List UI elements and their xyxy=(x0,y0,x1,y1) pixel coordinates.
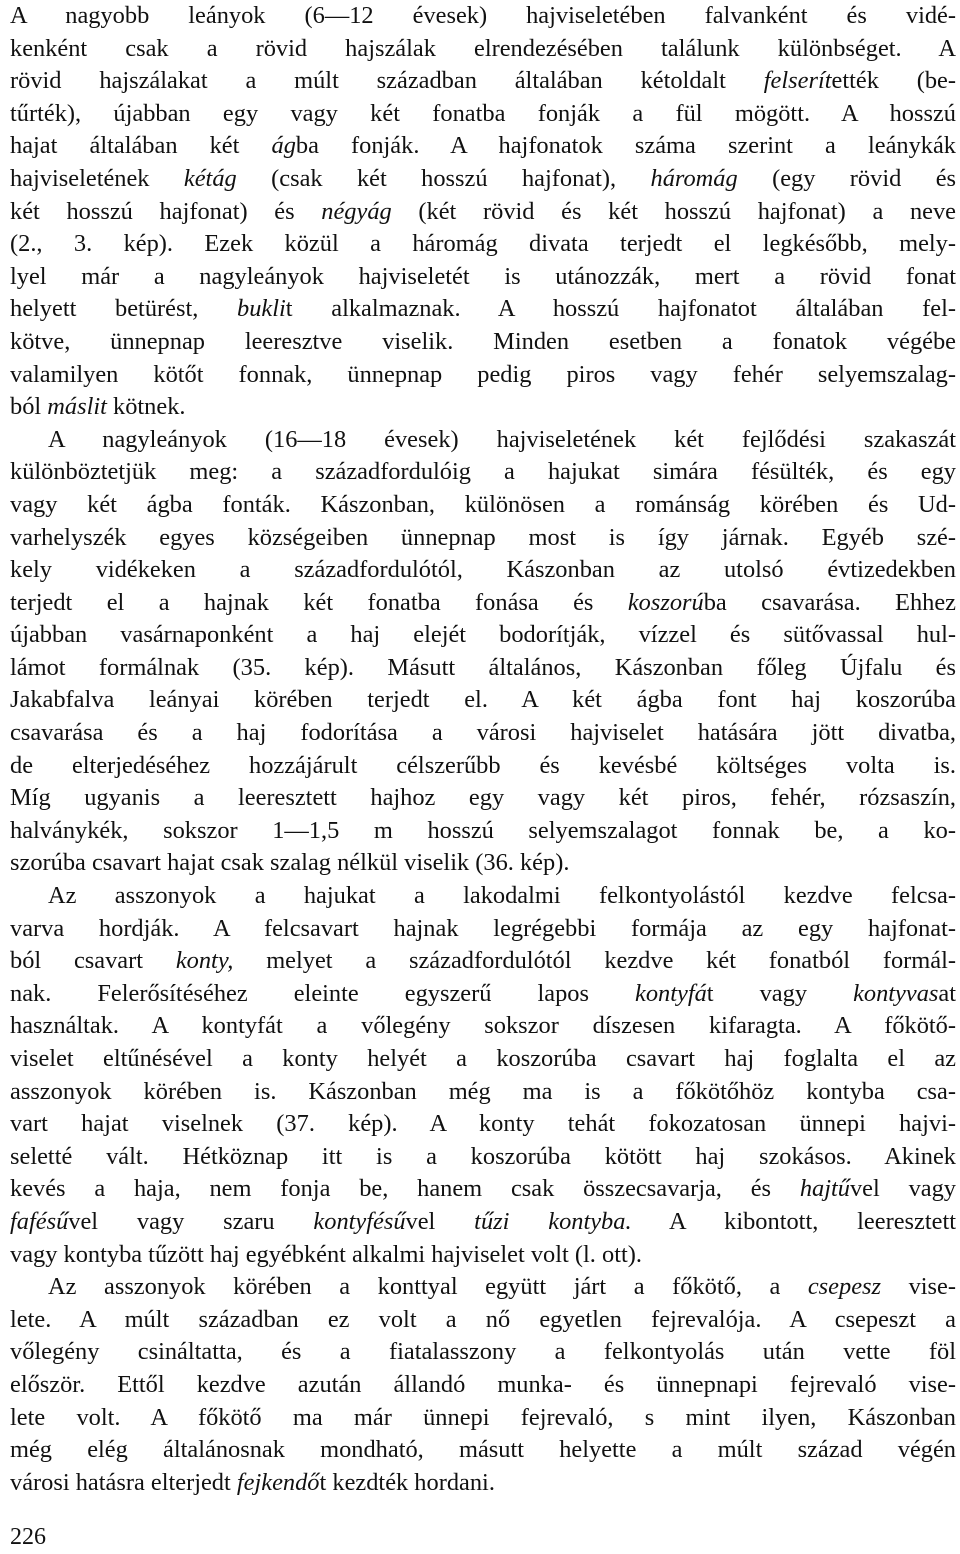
text-run: A kibontott, leeresztett xyxy=(631,1207,956,1235)
text-run: ba fonják. A hajfonatok száma szerint a leánykák xyxy=(295,132,956,160)
text-run: Míg ugyanis a leeresztett hajhoz egy vagy két piros, fehér, rózsaszín, xyxy=(10,784,956,812)
italic-term: kontyfá xyxy=(635,979,707,1007)
text-line xyxy=(10,1304,956,1337)
text-line xyxy=(10,1141,956,1174)
text-line xyxy=(10,489,956,522)
text-run: vőlegény csináltatta, és a fiatalasszony a felkontyolás után vette föl xyxy=(10,1338,956,1366)
text-line xyxy=(10,1043,956,1076)
text-run: Az asszonyok a hajukat a lakodalmi felkontyolástól kezdve felcsa- xyxy=(48,882,956,910)
text-run: halványkék, sokszor 1—1,5 m hosszú selyemszalagot fonnak be, a ko- xyxy=(10,816,956,844)
text-line xyxy=(10,1434,956,1467)
text-line xyxy=(10,945,956,978)
text-line xyxy=(10,652,956,685)
text-run: városi hatásra elterjedt xyxy=(10,1468,237,1496)
text-line xyxy=(10,587,956,620)
text-line xyxy=(10,847,956,880)
text-run: viselet eltűnésével a konty helyét a koszorúba csavart haj foglalta el az xyxy=(10,1045,956,1072)
text-line xyxy=(10,1271,956,1304)
text-run: használtak. A kontyfát a vőlegény sokszor díszesen kifaragta. A főkötő- xyxy=(10,1012,956,1040)
text-run: nak. Felerősítéséhez eleinte egyszerű lapos xyxy=(10,979,635,1007)
text-line xyxy=(10,1206,956,1239)
text-run: lyel már a nagyleányok hajviseletét is utánozzák, mert a rövid fonat xyxy=(10,262,956,290)
text-run: terjedt el a hajnak két fonatba fonása és xyxy=(10,588,628,616)
text-run: még elég általánosnak mondható, másutt helyette a múlt század végén xyxy=(10,1436,956,1464)
text-run: rövid hajszálakat a múlt században általában kétoldalt xyxy=(10,67,764,95)
text-line xyxy=(10,456,956,489)
text-line xyxy=(10,293,956,326)
italic-term: koszorú xyxy=(627,588,704,616)
text-line xyxy=(10,522,956,555)
text-run: lete volt. A főkötő ma már ünnepi fejrevaló, s mint ilyen, Kászonban xyxy=(10,1403,956,1431)
text-run: t kezdték hordani. xyxy=(319,1468,495,1496)
text-line xyxy=(10,1010,956,1043)
text-run: at xyxy=(938,979,957,1007)
text-run: vagy két ágba fonták. Kászonban, különösen a románság körében és Ud- xyxy=(10,490,956,518)
italic-term: ág xyxy=(271,132,296,160)
text-run: t vagy xyxy=(706,979,854,1007)
text-line xyxy=(10,554,956,587)
text-run: kötve, ünnepnap leeresztve viselik. Minden esetben a fonatok végébe xyxy=(10,327,956,355)
text-line xyxy=(10,0,956,33)
text-run: asszonyok körében is. Kászonban még ma is a főkötőhöz kontyba csa- xyxy=(10,1077,956,1105)
text-run: (két rövid és két hosszú hajfonat) a neve xyxy=(391,197,956,225)
text-line xyxy=(10,684,956,717)
text-line xyxy=(10,913,956,946)
italic-term: kétág xyxy=(183,164,237,192)
text-run: először. Ettől kezdve azután állandó munka- és ünnepnapi fejrevaló vise- xyxy=(10,1370,956,1398)
text-line xyxy=(10,359,956,392)
text-run: vel xyxy=(405,1207,475,1235)
text-run: ették (be- xyxy=(831,67,956,95)
text-run: (csak két hosszú hajfonat), xyxy=(236,164,651,192)
text-line xyxy=(10,33,956,66)
paragraph xyxy=(10,0,956,424)
italic-term: csepesz xyxy=(807,1273,882,1301)
text-line xyxy=(10,391,956,424)
text-run: ból csavart xyxy=(10,947,176,975)
text-run: két hosszú hajfonat) és xyxy=(10,197,322,225)
italic-term: fejkendő xyxy=(236,1468,320,1496)
text-run: valamilyen kötőt fonnak, ünnepnap pedig piros vagy fehér selyemszalag- xyxy=(10,360,956,388)
text-line xyxy=(10,978,956,1011)
text-line xyxy=(10,163,956,196)
text-run: kenként csak a rövid hajszálak elrendezésében találunk különbséget. A xyxy=(10,34,956,62)
text-line xyxy=(10,424,956,457)
text-run: Az asszonyok körében a konttyal együtt járt a főkötő, a xyxy=(48,1273,808,1301)
text-run: t alkalmaznak. A hosszú hajfonatot általában fel- xyxy=(285,295,956,323)
italic-term: konty, xyxy=(175,947,234,975)
text-run: (2., 3. kép). Ezek közül a háromág divata terjedt el legkésőbb, mely- xyxy=(10,230,956,258)
text-run: varhelyszék egyes községeiben ünnepnap most is így járnak. Egyéb szé- xyxy=(10,523,956,551)
italic-term: háromág xyxy=(650,164,738,192)
text-line xyxy=(10,619,956,652)
italic-term: hajtű xyxy=(799,1175,850,1203)
paragraph xyxy=(10,880,956,1271)
italic-term: tűzi kontyba. xyxy=(474,1207,632,1235)
text-run: szorúba csavart hajat csak szalag nélkül viselik (36. kép). xyxy=(10,849,570,877)
text-run: ba csavarása. Ehhez xyxy=(703,588,957,616)
text-run: varva hordják. A felcsavart hajnak legrégebbi formája az egy hajfonat- xyxy=(10,914,956,942)
text-run: ból xyxy=(10,393,48,421)
text-run: helyett betürést, xyxy=(10,295,238,323)
text-line xyxy=(10,130,956,163)
paragraph xyxy=(10,424,956,880)
text-run: vagy kontyba tűzött haj egyébként alkalmi hajviselet volt (l. ott). xyxy=(10,1240,642,1268)
text-line xyxy=(10,1108,956,1141)
text-line xyxy=(10,1369,956,1402)
text-run: csavarása és a haj fodorítása a városi hajviselet hatására jött divatba, xyxy=(10,719,956,747)
text-run: de elterjedéséhez hozzájárult célszerűbb és kevésbé költséges volta is. xyxy=(10,751,956,779)
text-run: kely vidékeken a századfordulótól, Kászonban az utolsó évtizedekben xyxy=(10,556,956,584)
text-run: kevés a haja, nem fonja be, hanem csak összecsavarja, és xyxy=(10,1175,800,1203)
text-run: vel vagy xyxy=(849,1175,956,1203)
text-run: hajat általában két xyxy=(10,132,272,160)
page-text xyxy=(10,0,956,1499)
text-line xyxy=(10,228,956,261)
text-line xyxy=(10,815,956,848)
text-line xyxy=(10,782,956,815)
text-line xyxy=(10,1402,956,1435)
text-run: seletté vált. Hétköznap itt is a koszorúba kötött haj szokásos. Akinek xyxy=(10,1142,956,1170)
italic-term: kontyvas xyxy=(853,979,939,1007)
italic-term: fafésű xyxy=(10,1207,69,1235)
italic-term: kontyfésű xyxy=(313,1207,406,1235)
italic-term: felserít xyxy=(763,67,832,95)
text-line xyxy=(10,750,956,783)
italic-term: bukli xyxy=(237,295,286,323)
text-run: lete. A múlt században ez volt a nő egyetlen fejrevalója. A csepeszt a xyxy=(10,1305,956,1333)
text-line xyxy=(10,880,956,913)
text-line xyxy=(10,1173,956,1206)
paragraph xyxy=(10,1271,956,1499)
text-line xyxy=(10,1336,956,1369)
text-line xyxy=(10,65,956,98)
text-run: melyet a századfordulótól kezdve két fonatból formál- xyxy=(233,947,956,975)
text-run: (egy rövid és xyxy=(737,164,957,192)
text-run: vel vagy szaru xyxy=(68,1207,314,1235)
text-line xyxy=(10,1076,956,1109)
text-run: A nagyleányok (16—18 évesek) hajviseletének két fejlődési szakaszát xyxy=(48,425,956,453)
text-run: hajviseletének xyxy=(10,164,184,192)
page-number: 226 xyxy=(10,1524,46,1550)
text-run: A nagyobb leányok (6—12 évesek) hajviseletében falvanként és vidé- xyxy=(10,2,956,29)
text-line xyxy=(10,196,956,229)
text-run: vart hajat viselnek (37. kép). A konty tehát fokozatosan ünnepi hajvi- xyxy=(10,1110,956,1138)
text-run: lámot formálnak (35. kép). Másutt általános, Kászonban főleg Újfalu és xyxy=(10,653,956,681)
text-run: tűrték), újabban egy vagy két fonatba fonják a fül mögött. A hosszú xyxy=(10,99,956,127)
text-run: kötnek. xyxy=(106,393,186,421)
text-run: Jakabfalva leányai körében terjedt el. A két ágba font haj koszorúba xyxy=(10,686,956,714)
text-line xyxy=(10,261,956,294)
text-line xyxy=(10,326,956,359)
text-line xyxy=(10,98,956,131)
text-run: vise- xyxy=(881,1273,956,1301)
text-line xyxy=(10,717,956,750)
text-run: különböztetjük meg: a századfordulóig a hajukat simára fésülték, és egy xyxy=(10,458,956,486)
italic-term: négyág xyxy=(321,197,392,225)
text-line xyxy=(10,1239,956,1272)
italic-term: máslit xyxy=(47,393,107,421)
text-line xyxy=(10,1467,956,1500)
text-run: újabban vasárnaponként a haj elejét bodorítják, vízzel és sütővassal hul- xyxy=(10,621,956,649)
